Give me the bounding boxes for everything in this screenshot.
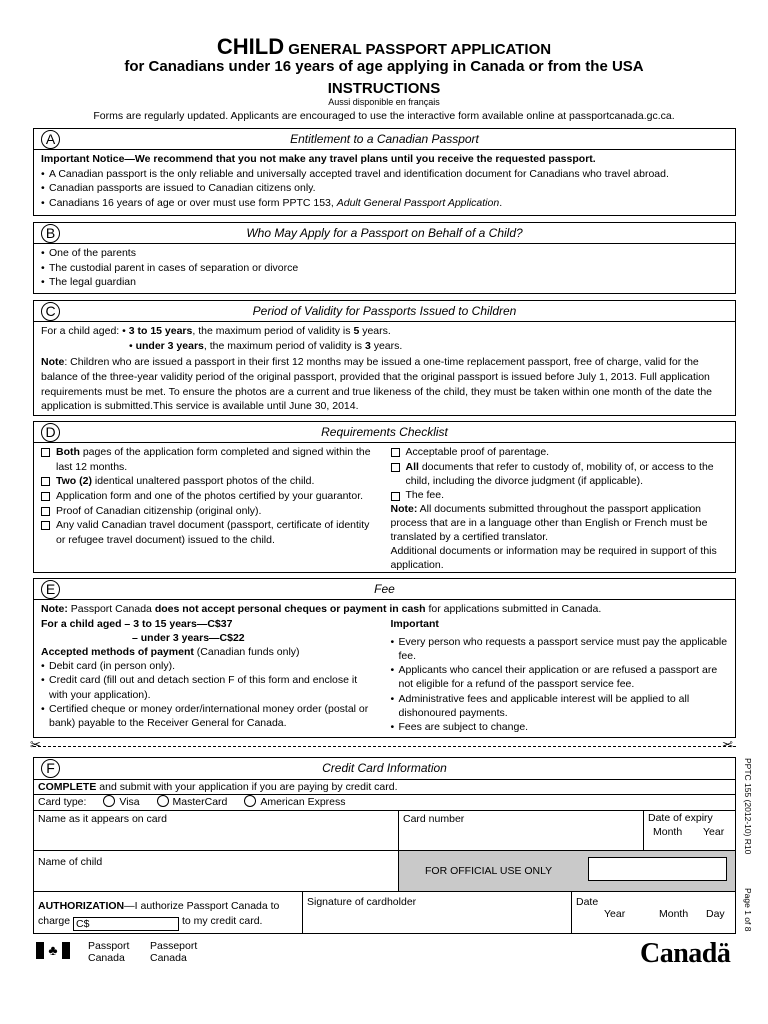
complete-row: COMPLETE and submit with your application if you are paying by credit card. [34,779,735,794]
canada-wordmark: Canadä [640,938,731,969]
list-item: • The custodial parent in cases of separation or divorce [41,261,299,274]
checklist-item: Any valid Canadian travel document (passport, certificate of identity or refugee travel document) issued to the child. [41,518,379,547]
authorization-row [34,891,735,933]
expiry-label: Date of expiry [648,812,713,824]
checkbox[interactable] [41,477,50,486]
french-name: Passeport Canada [150,940,198,964]
checkbox[interactable] [391,448,400,457]
payment-methods-heading: Accepted methods of payment (Canadian funds only) [41,646,300,659]
section-b-title: Who May Apply for a Passport on Behalf of a Child? [246,226,523,240]
section-f [33,757,736,934]
section-letter-b: B [41,224,60,243]
card-number-field[interactable]: Card number [403,813,465,825]
validity-line-2: • under 3 years, the maximum period of validity is 3 years. [129,339,403,352]
additional-docs-note: Additional documents or information may be required in support of this application. [390,545,717,572]
charge-line: charge C$ to my credit card. [38,915,263,930]
form-title: CHILD GENERAL PASSPORT APPLICATION [216,34,552,59]
official-use-area [398,851,735,891]
section-a [33,128,736,216]
expiry-month[interactable]: Month [653,826,683,838]
date-month[interactable]: Month [659,908,689,920]
section-b [33,222,736,294]
checklist-item: Proof of Canadian citizenship (original only). [41,504,379,519]
fee-line-2: – under 3 years—C$22 [132,631,245,644]
list-item: • A Canadian passport is the only reliable and universally accepted travel and identification document for Canadians who travel abroad. [41,167,669,180]
official-use-label: FOR OFFICIAL USE ONLY [425,865,553,877]
checklist-item: Acceptable proof of parentage. [391,445,729,460]
section-c-header [34,301,735,322]
payment-note: Note: Passport Canada does not accept personal cheques or payment in cash for applications submitted in Canada. [41,603,602,615]
charge-amount-input[interactable]: C$ [73,917,179,931]
section-d-title: Requirements Checklist [321,425,448,439]
form-subtitle: for Canadians under 16 years of age applying in Canada or from the USA [124,58,644,75]
list-item: • Every person who requests a passport service must pay the applicable fee. [390,635,728,663]
checkbox[interactable] [41,521,50,530]
section-c-title: Period of Validity for Passports Issued to Children [252,304,517,318]
date-label: Date [576,896,599,908]
list-item: • Canadian passports are issued to Canadian citizens only. [41,182,316,195]
section-f-title: Credit Card Information [322,761,447,775]
important-heading: Important [390,617,439,630]
child-name-row [34,850,735,891]
checkbox[interactable] [391,492,400,501]
validity-line-1: For a child aged: • 3 to 15 years, the maximum period of validity is 5 years. [41,325,391,337]
expiry-year[interactable]: Year [703,826,725,838]
visa-radio[interactable] [103,795,115,807]
list-item: • Certified cheque or money order/international money order (postal or bank) payable to the Receiver General for Canada. [41,702,369,729]
list-item: • One of the parents [41,247,136,259]
section-e [33,578,736,738]
english-name: Passport Canada [88,940,130,964]
list-item: • Applicants who cancel their application or are refused a passport are not eligible for a refund of the passport service fee. [390,664,718,691]
section-letter-d: D [41,423,60,442]
section-letter-a: A [41,130,60,149]
checklist-item: The fee. [391,489,729,502]
section-b-header [34,223,735,244]
section-letter-e: E [41,580,60,599]
checkbox[interactable] [41,507,50,516]
cut-line [33,746,736,747]
checkbox[interactable] [41,448,50,457]
section-letter-c: C [41,302,60,321]
update-note: Forms are regularly updated. Applicants are encouraged to use the interactive form available online at passportcanada.gc.ca. [93,110,675,122]
amex-radio[interactable] [244,795,256,807]
card-type-row: Card type: Visa MasterCard American Express [34,794,735,810]
list-item: • Administrative fees and applicable interest will be applied to all dishonoured payments. [390,692,690,719]
child-name-field[interactable]: Name of child [38,856,103,868]
list-item: • Credit card (fill out and detach section F of this form and enclose it with your application). [41,674,358,701]
section-c [33,300,736,416]
date-day[interactable]: Day [706,908,725,920]
list-item: • The legal guardian [41,276,136,289]
list-item: • Canadians 16 years of age or over must use form PPTC 153, Adult General Passport Application. [41,197,503,210]
section-a-title: Entitlement to a Canadian Passport [290,132,479,146]
section-e-header [34,579,735,600]
signature-field[interactable]: Signature of cardholder [307,896,417,908]
section-a-header [34,129,735,150]
section-d [33,421,736,573]
instructions-heading: INSTRUCTIONS [327,80,441,97]
date-year[interactable]: Year [604,908,626,920]
list-item: • Debit card (in person only). [41,660,176,673]
list-item: • Fees are subject to change. [390,720,529,733]
french-availability: Aussi disponible en français [328,97,440,107]
scissors-icon: ✂ [30,737,41,752]
checkbox[interactable] [41,492,50,501]
translation-note: Note: All documents submitted throughout the passport application process that are in a language other than English or French must be translated by a certified translator. [390,502,708,543]
checkbox[interactable] [391,463,400,472]
form-id: PPTC 155 (2012-10) R10 [743,758,753,855]
checklist-item: Both pages of the application form completed and signed within the last 12 months. [41,445,379,474]
checklist-item: Application form and one of the photos certified by your guarantor. [41,489,379,504]
checklist-item: All documents that refer to custody of, mobility of, or access to the child, including the divorce judgment (if applicable). [391,460,729,489]
section-letter-f: F [41,759,60,778]
checklist-item: Two (2) identical unaltered passport photos of the child. [41,474,379,489]
official-use-box [588,857,727,881]
validity-note: Note: Children who are issued a passport in their first 12 months may be issued a one-time replacement passport, free of charge, valid for the balance of the three-year validity period of the original passport, provided that the original passport is issued before July 1, 2013. Full application requirements must be met. To ensure the photos are a current and true likeness of the child, they must be taken within one month of the date the application is submitted.This service is available until June 30, 2014. [41,356,713,413]
card-details-row [34,810,735,850]
canada-flag-icon: ♣ [36,942,70,959]
scissors-icon: ✂ [722,737,733,752]
mastercard-radio[interactable] [157,795,169,807]
section-f-header [34,758,735,779]
authorization-text: AUTHORIZATION—I authorize Passport Canada to [38,900,280,912]
section-d-header [34,422,735,443]
section-e-title: Fee [374,582,395,596]
fee-line-1: For a child aged – 3 to 15 years—C$37 [41,617,233,630]
important-notice: Important Notice—We recommend that you not make any travel plans until you receive the requested passport. [41,153,596,165]
name-on-card-field[interactable]: Name as it appears on card [38,813,167,825]
page-number: Page 1 of 8 [743,888,753,932]
